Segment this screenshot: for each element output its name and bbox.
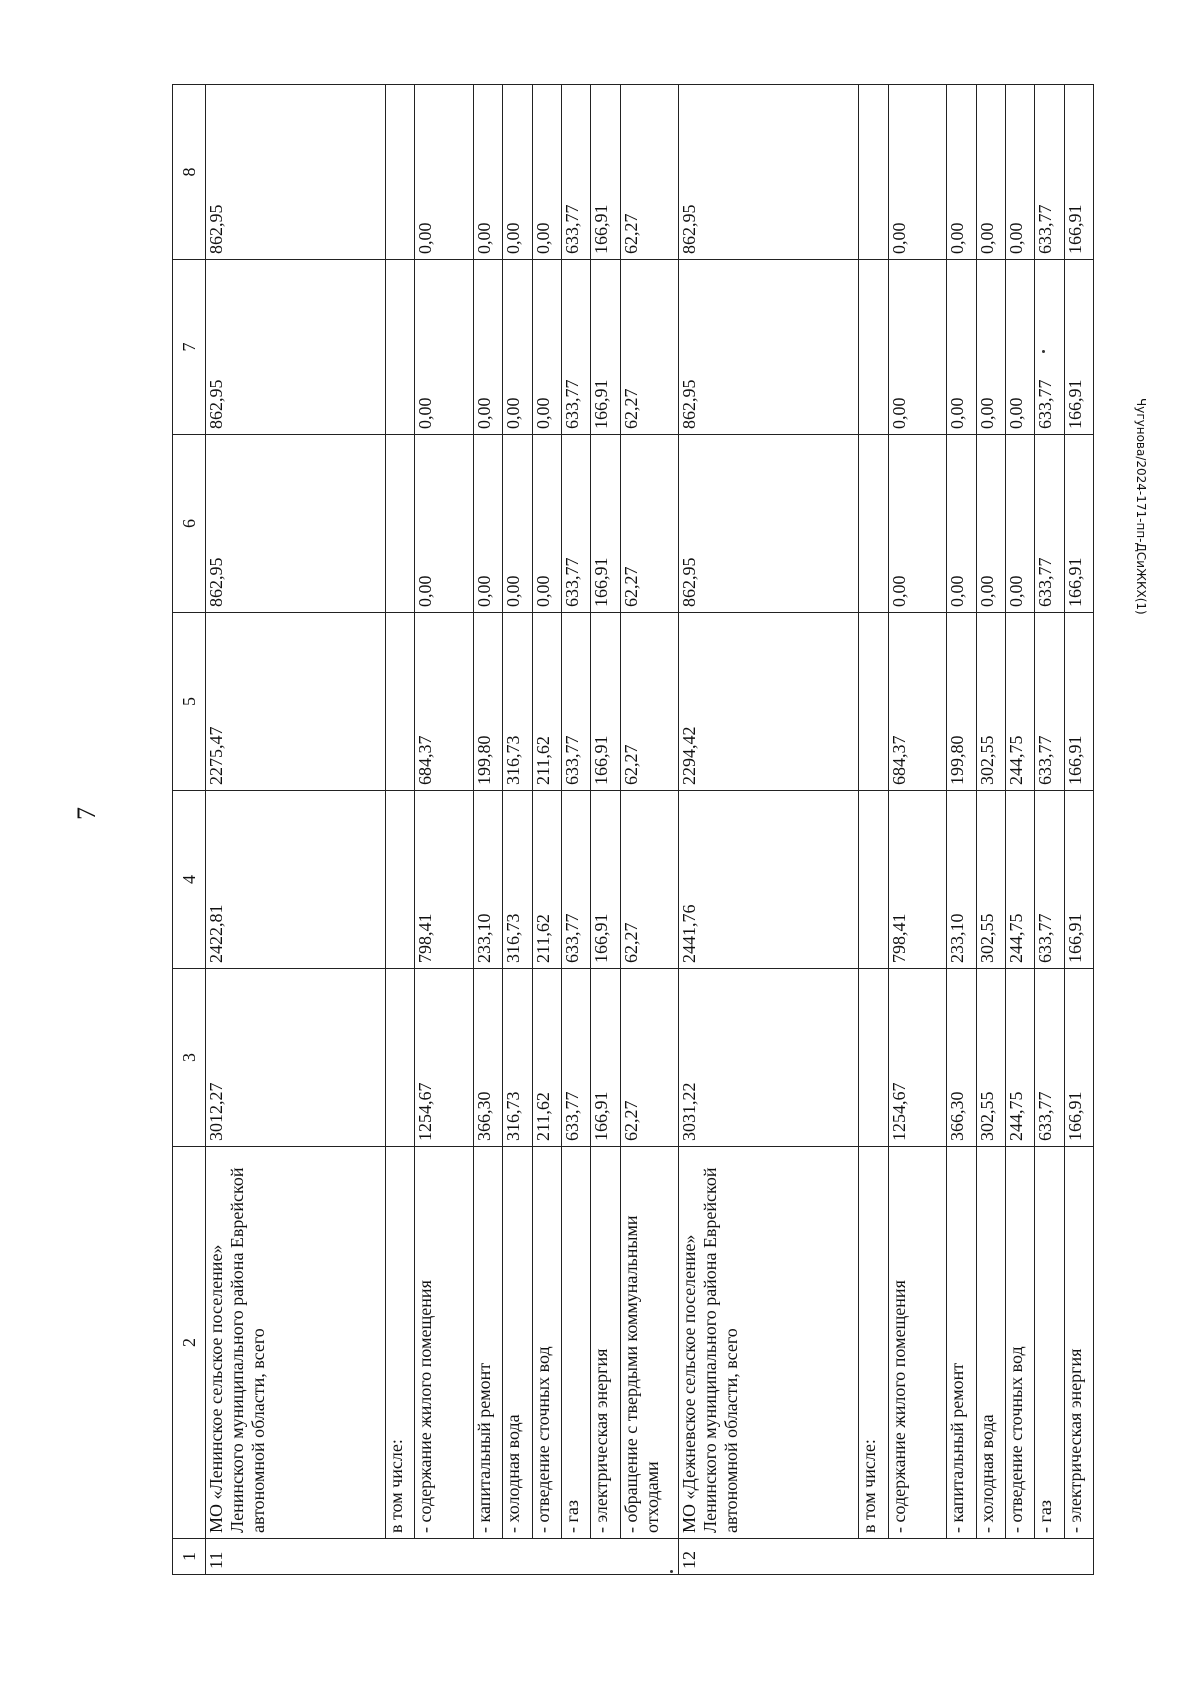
value-cell: 316,73 bbox=[503, 613, 532, 791]
value-cell bbox=[385, 435, 414, 613]
value-cell: 633,77 bbox=[561, 613, 590, 791]
value-cell: 233,10 bbox=[947, 791, 976, 969]
item-name-cell: - электрическая энергия bbox=[1064, 1147, 1093, 1539]
value-cell bbox=[385, 260, 414, 435]
table-row bbox=[888, 85, 947, 1575]
value-cell: 0,00 bbox=[1005, 85, 1034, 260]
value-cell: 62,27 bbox=[620, 969, 679, 1147]
value-cell: 0,00 bbox=[888, 85, 947, 260]
value-cell: 0,00 bbox=[976, 435, 1005, 613]
value-cell: 0,00 bbox=[503, 260, 532, 435]
value-cell: 862,95 bbox=[679, 85, 859, 260]
value-cell: 684,37 bbox=[415, 613, 474, 791]
row-number-cell bbox=[947, 1539, 976, 1575]
row-number-cell bbox=[591, 1539, 620, 1575]
value-cell: 633,77 bbox=[561, 85, 590, 260]
item-name-cell: - газ bbox=[561, 1147, 590, 1539]
value-cell: 862,95 bbox=[679, 435, 859, 613]
row-number-cell bbox=[1064, 1539, 1093, 1575]
table-row bbox=[1035, 85, 1064, 1575]
value-cell bbox=[859, 613, 888, 791]
value-cell: 0,00 bbox=[1005, 260, 1034, 435]
value-cell: 2275,47 bbox=[206, 613, 386, 791]
value-cell: 3012,27 bbox=[206, 969, 386, 1147]
value-cell: 366,30 bbox=[473, 969, 502, 1147]
row-number-cell bbox=[415, 1539, 474, 1575]
value-cell: 633,77 bbox=[1035, 791, 1064, 969]
row-number-cell bbox=[473, 1539, 502, 1575]
column-header: 7 bbox=[173, 260, 206, 435]
value-cell: 0,00 bbox=[888, 260, 947, 435]
value-cell: 233,10 bbox=[473, 791, 502, 969]
value-cell: 862,95 bbox=[206, 85, 386, 260]
value-cell bbox=[859, 791, 888, 969]
value-cell: 633,77 bbox=[561, 969, 590, 1147]
item-name-cell: - содержание жилого помещения bbox=[415, 1147, 474, 1539]
value-cell: 199,80 bbox=[473, 613, 502, 791]
value-cell: 0,00 bbox=[947, 260, 976, 435]
column-header: 1 bbox=[173, 1539, 206, 1575]
table-row bbox=[591, 85, 620, 1575]
item-name-cell: - капитальный ремонт bbox=[947, 1147, 976, 1539]
row-number-cell bbox=[620, 1539, 679, 1575]
value-cell bbox=[385, 791, 414, 969]
table-row bbox=[503, 85, 532, 1575]
item-name-cell: - капитальный ремонт bbox=[473, 1147, 502, 1539]
value-cell: 862,95 bbox=[679, 260, 859, 435]
item-name-cell: - отведение сточных вод bbox=[1005, 1147, 1034, 1539]
value-cell bbox=[859, 85, 888, 260]
value-cell: 0,00 bbox=[532, 435, 561, 613]
value-cell: 199,80 bbox=[947, 613, 976, 791]
table-row bbox=[976, 85, 1005, 1575]
value-cell bbox=[385, 613, 414, 791]
municipality-row bbox=[206, 85, 386, 1575]
value-cell: 166,91 bbox=[591, 613, 620, 791]
value-cell: 633,77 bbox=[1035, 435, 1064, 613]
value-cell: 0,00 bbox=[473, 260, 502, 435]
row-number-cell bbox=[888, 1539, 947, 1575]
value-cell: 166,91 bbox=[591, 969, 620, 1147]
value-cell: 62,27 bbox=[620, 791, 679, 969]
value-cell: 62,27 bbox=[620, 613, 679, 791]
value-cell: 166,91 bbox=[591, 85, 620, 260]
value-cell: 633,77 bbox=[1035, 260, 1064, 435]
value-cell: 211,62 bbox=[532, 613, 561, 791]
document-code: Чугунова/2024-171-пп-ДСиЖКХ(1) bbox=[1134, 398, 1148, 615]
table-row bbox=[532, 85, 561, 1575]
value-cell bbox=[385, 969, 414, 1147]
item-name-cell: МО «Ленинское сельское поселение» Ленинского муниципального района Еврейской автономной области, всего bbox=[206, 1147, 386, 1539]
value-cell bbox=[859, 435, 888, 613]
item-name-cell: - электрическая энергия bbox=[591, 1147, 620, 1539]
table-row bbox=[947, 85, 976, 1575]
value-cell: 366,30 bbox=[947, 969, 976, 1147]
value-cell: 166,91 bbox=[591, 435, 620, 613]
value-cell: 0,00 bbox=[415, 435, 474, 613]
value-cell: 1254,67 bbox=[415, 969, 474, 1147]
value-cell: 166,91 bbox=[1064, 791, 1093, 969]
row-number-cell bbox=[1005, 1539, 1034, 1575]
value-cell: 166,91 bbox=[1064, 85, 1093, 260]
value-cell: 211,62 bbox=[532, 791, 561, 969]
header-row bbox=[173, 85, 206, 1575]
value-cell: 166,91 bbox=[1064, 969, 1093, 1147]
page-number: 7 bbox=[72, 807, 101, 820]
value-cell: 244,75 bbox=[1005, 969, 1034, 1147]
value-cell: 62,27 bbox=[620, 435, 679, 613]
value-cell: 0,00 bbox=[415, 260, 474, 435]
value-cell: 633,77 bbox=[561, 435, 590, 613]
column-header: 6 bbox=[173, 435, 206, 613]
table-row bbox=[561, 85, 590, 1575]
row-number-cell bbox=[503, 1539, 532, 1575]
table-row bbox=[620, 85, 679, 1575]
value-cell: 0,00 bbox=[503, 435, 532, 613]
tariff-table bbox=[172, 84, 1094, 1575]
item-name-cell: в том числе: bbox=[385, 1147, 414, 1539]
value-cell: 0,00 bbox=[947, 435, 976, 613]
value-cell: 3031,22 bbox=[679, 969, 859, 1147]
value-cell: 302,55 bbox=[976, 791, 1005, 969]
value-cell: 0,00 bbox=[976, 260, 1005, 435]
value-cell: 0,00 bbox=[976, 85, 1005, 260]
column-header: 5 bbox=[173, 613, 206, 791]
value-cell bbox=[859, 260, 888, 435]
value-cell: 62,27 bbox=[620, 85, 679, 260]
value-cell: 633,77 bbox=[1035, 613, 1064, 791]
value-cell: 211,62 bbox=[532, 969, 561, 1147]
column-header: 4 bbox=[173, 791, 206, 969]
table-row bbox=[385, 85, 414, 1575]
row-number-cell bbox=[859, 1539, 888, 1575]
value-cell: 0,00 bbox=[473, 85, 502, 260]
value-cell: 0,00 bbox=[473, 435, 502, 613]
value-cell: 684,37 bbox=[888, 613, 947, 791]
row-number-cell bbox=[532, 1539, 561, 1575]
value-cell: 633,77 bbox=[561, 260, 590, 435]
value-cell: 2294,42 bbox=[679, 613, 859, 791]
value-cell: 0,00 bbox=[888, 435, 947, 613]
item-name-cell: - газ bbox=[1035, 1147, 1064, 1539]
municipality-row bbox=[679, 85, 859, 1575]
value-cell: 316,73 bbox=[503, 969, 532, 1147]
value-cell: 2441,76 bbox=[679, 791, 859, 969]
value-cell: 244,75 bbox=[1005, 613, 1034, 791]
row-number-cell: 11 bbox=[206, 1539, 386, 1575]
value-cell: 0,00 bbox=[415, 85, 474, 260]
value-cell bbox=[859, 969, 888, 1147]
row-number-cell: 12 bbox=[679, 1539, 859, 1575]
value-cell: 862,95 bbox=[206, 435, 386, 613]
value-cell bbox=[385, 85, 414, 260]
value-cell: 0,00 bbox=[532, 85, 561, 260]
row-number-cell bbox=[976, 1539, 1005, 1575]
item-name-cell: - обращение с твердыми коммунальными отходами bbox=[620, 1147, 679, 1539]
row-number-cell bbox=[561, 1539, 590, 1575]
value-cell: 1254,67 bbox=[888, 969, 947, 1147]
table-row bbox=[1064, 85, 1093, 1575]
table-body bbox=[206, 85, 1094, 1575]
table-row bbox=[859, 85, 888, 1575]
table-row bbox=[473, 85, 502, 1575]
value-cell: 166,91 bbox=[1064, 260, 1093, 435]
column-header: 3 bbox=[173, 969, 206, 1147]
value-cell: 244,75 bbox=[1005, 791, 1034, 969]
value-cell: 633,77 bbox=[1035, 85, 1064, 260]
item-name-cell: МО «Дежневское сельское поселение» Ленинского муниципального района Еврейской автономной области, всего bbox=[679, 1147, 859, 1539]
value-cell: 302,55 bbox=[976, 613, 1005, 791]
row-number-cell bbox=[385, 1539, 414, 1575]
value-cell: 166,91 bbox=[1064, 613, 1093, 791]
item-name-cell: - холодная вода bbox=[976, 1147, 1005, 1539]
value-cell: 0,00 bbox=[1005, 435, 1034, 613]
value-cell: 166,91 bbox=[591, 791, 620, 969]
rotated-table-wrapper bbox=[172, 85, 1094, 1575]
item-name-cell: в том числе: bbox=[859, 1147, 888, 1539]
row-number-cell bbox=[1035, 1539, 1064, 1575]
value-cell: 0,00 bbox=[947, 85, 976, 260]
item-name-cell: - холодная вода bbox=[503, 1147, 532, 1539]
item-name-cell: - содержание жилого помещения bbox=[888, 1147, 947, 1539]
value-cell: 316,73 bbox=[503, 791, 532, 969]
item-name-cell: - отведение сточных вод bbox=[532, 1147, 561, 1539]
value-cell: 166,91 bbox=[591, 260, 620, 435]
column-header: 2 bbox=[173, 1147, 206, 1539]
table-row bbox=[1005, 85, 1034, 1575]
table-row bbox=[415, 85, 474, 1575]
value-cell: 633,77 bbox=[1035, 969, 1064, 1147]
value-cell: 0,00 bbox=[503, 85, 532, 260]
value-cell: 798,41 bbox=[415, 791, 474, 969]
value-cell: 633,77 bbox=[561, 791, 590, 969]
column-header: 8 bbox=[173, 85, 206, 260]
value-cell: 798,41 bbox=[888, 791, 947, 969]
value-cell: 0,00 bbox=[532, 260, 561, 435]
value-cell: 62,27 bbox=[620, 260, 679, 435]
value-cell: 166,91 bbox=[1064, 435, 1093, 613]
value-cell: 302,55 bbox=[976, 969, 1005, 1147]
value-cell: 2422,81 bbox=[206, 791, 386, 969]
value-cell: 862,95 bbox=[206, 260, 386, 435]
